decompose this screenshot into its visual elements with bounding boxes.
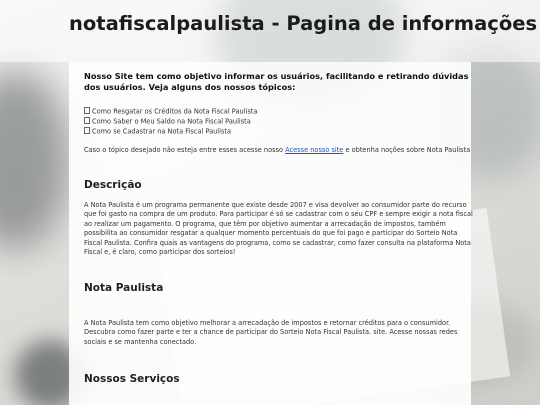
site-title: notafiscalpaulista - Pagina de informações: [69, 12, 538, 35]
topics-list: [84, 107, 476, 137]
section-title-servicos: Nossos Serviços: [84, 373, 180, 385]
topic-label: Como Saber o Meu Saldo na Nota Fiscal Paulista: [92, 117, 251, 126]
list-item[interactable]: [84, 127, 476, 137]
intro-text: Nosso Site tem como objetivo informar os usuários, facilitando e retirando dúvidas dos usuários. Veja alguns dos nossos tópicos:: [84, 71, 469, 92]
list-item[interactable]: [84, 107, 476, 117]
note-text-after: e obtenha noções sobre Nota Paulista: [343, 146, 471, 154]
main-content: [84, 71, 476, 385]
bullet-box-icon: [84, 127, 90, 134]
note-text-before: Caso o tópico desejado não esteja entre esses acesse nosso: [84, 146, 286, 154]
bg-shape: [0, 70, 70, 250]
section-title-nota-paulista: Nota Paulista: [84, 282, 164, 294]
bullet-box-icon: [84, 117, 90, 124]
topic-label: Como se Cadastrar na Nota Fiscal Paulista: [92, 127, 232, 136]
list-item[interactable]: [84, 117, 476, 127]
section-title-descricao: Descrição: [84, 179, 142, 191]
site-note: [84, 146, 476, 155]
topic-label: Como Resgatar os Créditos da Nota Fiscal Paulista: [92, 107, 258, 116]
header-bar: [0, 0, 540, 62]
site-link[interactable]: Acesse nosso site: [285, 146, 344, 154]
section-text-descricao: A Nota Paulista é um programa permanente que existe desde 2007 e visa devolver ao consumidor parte do recurso que foi gasto na compra de um produto. Para participar é só se cadastrar com o seu CPF e sempre exigir a nota fiscal ao realizar um pagamento. O programa, que têm por objetivo aumentar a arrecadação de impostos, também possibilita ao consumidor resgatar a qualquer momento percentuais do que foi pago e participar do Sorteio Nota Fiscal Paulista. Confira quais as vantagens do programa, como se cadastrar, como fazer consulta na plataforma Nota Fiscal e, é claro, como participar dos sorteios!: [84, 201, 473, 257]
section-text-nota-paulista: A Nota Paulista tem como objetivo melhorar a arrecadação de impostos e retornar créditos para o consumidor. Descubra como fazer parte e ter a chance de participar do Sorteio Nota Fiscal Paulista. site. Acesse nossas redes sociais e se mantenha conectado.: [84, 319, 458, 346]
bullet-box-icon: [84, 107, 90, 114]
